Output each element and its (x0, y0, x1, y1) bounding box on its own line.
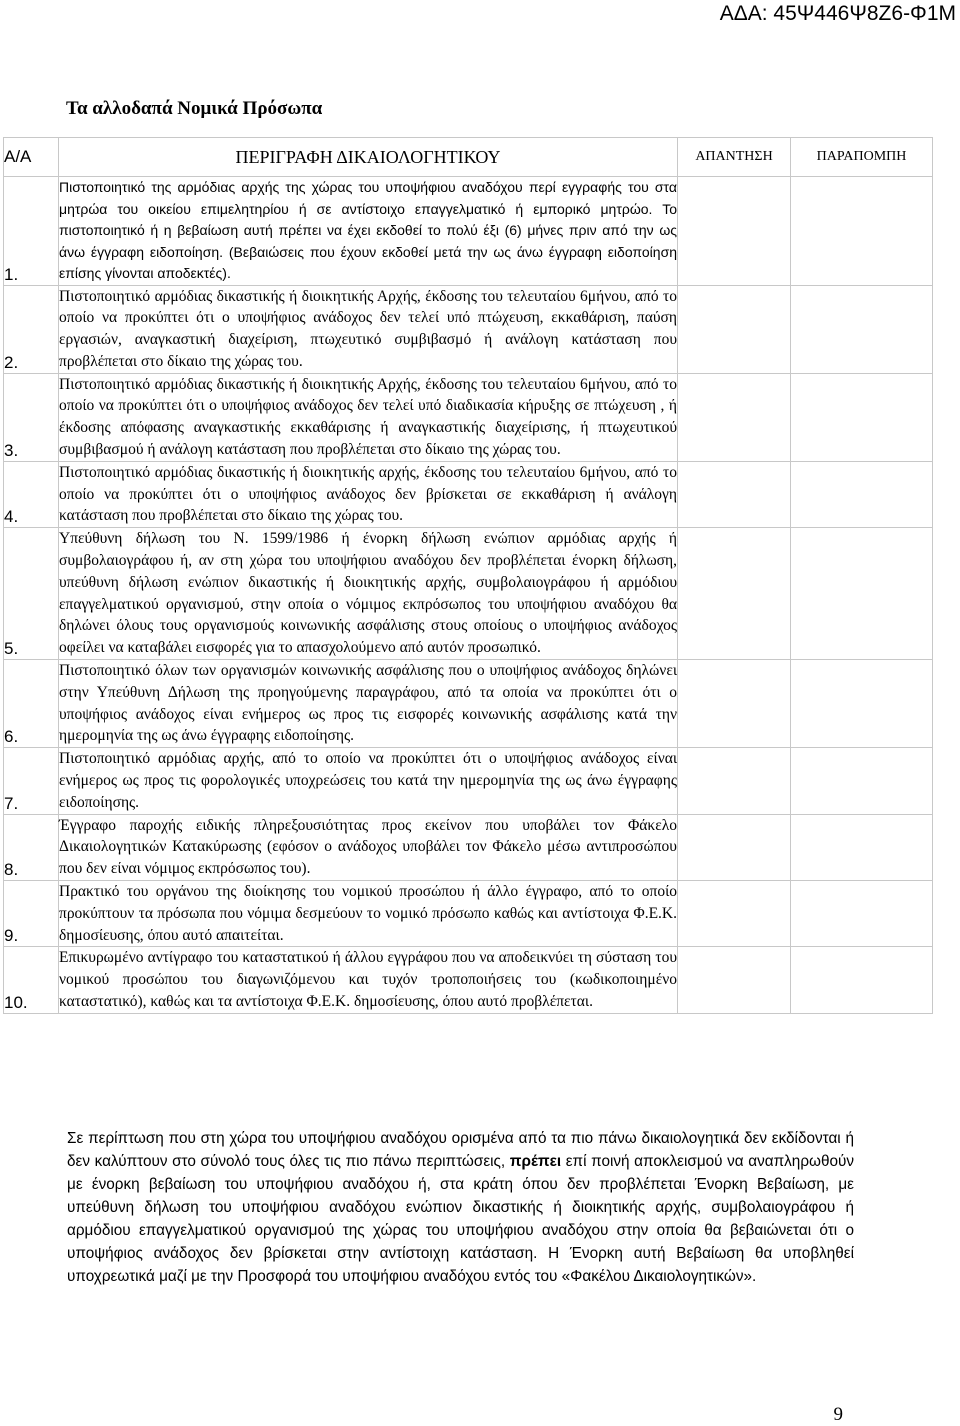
reference-cell[interactable] (791, 461, 933, 527)
row-number: 4. (4, 461, 59, 527)
answer-cell[interactable] (678, 881, 791, 947)
reference-cell[interactable] (791, 881, 933, 947)
answer-cell[interactable] (678, 373, 791, 461)
note-paragraph (67, 1127, 854, 1288)
note-text-end: επί ποινή αποκλεισμού να αναπληρωθούν με ένορκη βεβαίωση του υποψήφιου αναδόχου ή, στα κράτη όπου δεν προβλέπεται Ένορκη Βεβαίωση, με υπεύθυνη δήλωση του υποψήφιου αναδόχου ενώπιον δικαστικής ή διοικητικής αρχής, συμβολαιογράφου ή αρμόδιου επαγγελματικού οργανισμού της χώρας του υποψήφιου αναδόχου στην οποία θα βεβαιώνεται ότι ο υποψήφιος ανάδοχος δεν βρίσκεται στην αντίστοιχη κατάσταση. Η Ένορκη αυτή Βεβαίωση θα υποβληθεί υποχρεωτικά μαζί με την Προσφορά του υποψήφιου αναδόχου εντός του «Φακέλου Δικαιολογητικών». (67, 1153, 854, 1285)
row-description: Πιστοποιητικό αρμόδιας δικαστικής ή διοικητικής Αρχής, έκδοσης του τελευταίου 6μήνου, από το οποίο να προκύπτει ότι ο υποψήφιος ανάδοχος δεν τελεί υπό πτώχευση, εκκαθάριση, παύση εργασιών, αναγκαστική διαχείριση, πτωχευτικό συμβιβασμό ή ανάλογη κατάσταση που προβλέπεται στο δίκαιο της χώρας του. (59, 285, 678, 373)
table-header-row (4, 138, 933, 177)
answer-cell[interactable] (678, 748, 791, 814)
row-description: Πιστοποιητικό της αρμόδιας αρχής της χώρας του υποψήφιου αναδόχου περί εγγραφής του στα μητρώα του οικείου επιμελητηρίου ή σε αντίστοιχο επαγγελματικό ή εμπορικό μητρώο. Το πιστοποιητικό ή η βεβαίωση αυτή πρέπει να έχει εκδοθεί το πολύ έξι (6) μήνες πριν από την ως άνω έγγραφη ειδοποίηση. (Βεβαιώσεις που έχουν εκδοθεί μετά την ως άνω έγγραφη ειδοποίηση επίσης γίνονται αποδεκτές). (59, 177, 678, 286)
answer-cell[interactable] (678, 814, 791, 880)
row-number: 10. (4, 947, 59, 1013)
answer-cell[interactable] (678, 285, 791, 373)
table-row (4, 373, 933, 461)
answer-cell[interactable] (678, 177, 791, 286)
table-row (4, 528, 933, 660)
header-description: ΠΕΡΙΓΡΑΦΗ ΔΙΚΑΙΟΛΟΓΗΤΙΚΟΥ (59, 138, 678, 177)
row-description: Πιστοποιητικό αρμόδιας δικαστικής ή διοικητικής αρχής, έκδοσης του τελευταίου 6μήνου, από το οποίο να προκύπτει ότι ο υποψήφιος ανάδοχος δεν βρίσκεται σε εκκαθάριση ή ανάλογη κατάσταση που προβλέπεται στο δίκαιο της χώρας του. (59, 461, 678, 527)
note-text-start: Σε περίπτωση που στη χώρα του υποψήφιου αναδόχου ορισμένα από τα πιο πάνω δικαιολογητικά δεν εκδίδονται ή δεν καλύπτουν στο σύνολό τους όλες τις πιο πάνω περιπτώσεις, (67, 1130, 854, 1170)
row-description: Πιστοποιητικό όλων των οργανισμών κοινωνικής ασφάλισης που ο υποψήφιος ανάδοχος δηλώνει στην Υπεύθυνη Δήλωση της προηγούμενης παραγράφου, από τα οποία να προκύπτει ότι ο υποψήφιος ανάδοχος είναι ενήμερος ως προς τις εισφορές κοινωνικής ασφάλισης κατά την ημερομηνία της ως άνω έγγραφης ειδοποίησης. (59, 660, 678, 748)
row-number: 2. (4, 285, 59, 373)
row-description: Έγγραφο παροχής ειδικής πληρεξουσιότητας προς εκείνον που υποβάλει τον Φάκελο Δικαιολογητικών Κατακύρωσης (εφόσον ο ανάδοχος υποβάλει τον Φάκελο μέσω αντιπροσώπου που δεν είναι νόμιμος εκπρόσωπος του). (59, 814, 678, 880)
row-description: Πιστοποιητικό αρμόδιας δικαστικής ή διοικητικής Αρχής, έκδοσης του τελευταίου 6μήνου, από το οποίο να προκύπτει ότι ο υποψήφιος ανάδοχος δεν τελεί υπό διαδικασία κήρυξης σε πτώχευση , ή έκδοσης απόφασης αναγκαστικής εκκαθάρισης ή αναγκαστικής διαχείρισης, ή πτωχευτικού συμβιβασμού ή ανάλογη κατάσταση που προβλέπεται στο δίκαιο της χώρας του. (59, 373, 678, 461)
row-number: 9. (4, 881, 59, 947)
note-emphasis: πρέπει (509, 1153, 562, 1170)
row-description: Πιστοποιητικό αρμόδιας αρχής, από το οποίο να προκύπτει ότι ο υποψήφιος ανάδοχος είναι ενήμερος ως προς τις φορολογικές υποχρεώσεις του κατά την ημερομηνία της ως άνω έγγραφης ειδοποίησης. (59, 748, 678, 814)
answer-cell[interactable] (678, 947, 791, 1013)
header-reference: ΠΑΡΑΠΟΜΠΗ (791, 138, 933, 177)
reference-cell[interactable] (791, 373, 933, 461)
reference-cell[interactable] (791, 748, 933, 814)
documents-table (3, 137, 933, 1014)
answer-cell[interactable] (678, 461, 791, 527)
row-description: Επικυρωμένο αντίγραφο του καταστατικού ή άλλου εγγράφου που να αποδεικνύει τη σύσταση του νομικού προσώπου του διαγωνιζόμενου και τυχόν τροποποιήσεις του (κωδικοποιημένο καταστατικό), καθώς και τα αντίστοιχα Φ.Ε.Κ. δημοσίευσης, όπου αυτό προβλέπεται. (59, 947, 678, 1013)
table-row (4, 177, 933, 286)
row-description: Υπεύθυνη δήλωση του Ν. 1599/1986 ή ένορκη δήλωση ενώπιον αρμόδιας αρχής ή συμβολαιογράφου ή, αν στη χώρα του υποψήφιου αναδόχου δεν προβλέπεται ένορκη δήλωση, υπεύθυνη δήλωση ενώπιον δικαστικής ή διοικητικής αρχής, συμβολαιογράφου ή αρμόδιου επαγγελματικού οργανισμού, στην οποία ο νόμιμος εκπρόσωπος του υποψήφιου αναδόχου θα δηλώνει όλους τους οργανισμούς κοινωνικής ασφάλισης στους οποίους ο υποψήφιος ανάδοχος οφείλει να καταβάλει εισφορές για το απασχολούμενο από αυτόν προσωπικό. (59, 528, 678, 660)
row-number: 7. (4, 748, 59, 814)
ada-code: ΑΔΑ: 45Ψ446Ψ8Ζ6-Φ1Μ (719, 2, 956, 25)
table-row (4, 285, 933, 373)
table-row (4, 814, 933, 880)
row-number: 3. (4, 373, 59, 461)
section-title: Τα αλλοδαπά Νομικά Πρόσωπα (66, 98, 323, 119)
reference-cell[interactable] (791, 285, 933, 373)
reference-cell[interactable] (791, 660, 933, 748)
reference-cell[interactable] (791, 528, 933, 660)
row-number: 5. (4, 528, 59, 660)
table-row (4, 660, 933, 748)
page-number: 9 (833, 1404, 843, 1425)
reference-cell[interactable] (791, 947, 933, 1013)
reference-cell[interactable] (791, 177, 933, 286)
reference-cell[interactable] (791, 814, 933, 880)
table-row (4, 748, 933, 814)
table-row (4, 881, 933, 947)
table-row (4, 461, 933, 527)
row-number: 6. (4, 660, 59, 748)
row-number: 1. (4, 177, 59, 286)
header-number: Α/Α (4, 138, 59, 177)
answer-cell[interactable] (678, 660, 791, 748)
row-number: 8. (4, 814, 59, 880)
table-row (4, 947, 933, 1013)
answer-cell[interactable] (678, 528, 791, 660)
row-description: Πρακτικό του οργάνου της διοίκησης του νομικού προσώπου ή άλλο έγγραφο, από το οποίο προκύπτουν τα πρόσωπα που νόμιμα δεσμεύουν το νομικό πρόσωπο καθώς και αντίστοιχα Φ.Ε.Κ. δημοσίευσης, όπου αυτό απαιτείται. (59, 881, 678, 947)
header-answer: ΑΠΑΝΤΗΣΗ (678, 138, 791, 177)
